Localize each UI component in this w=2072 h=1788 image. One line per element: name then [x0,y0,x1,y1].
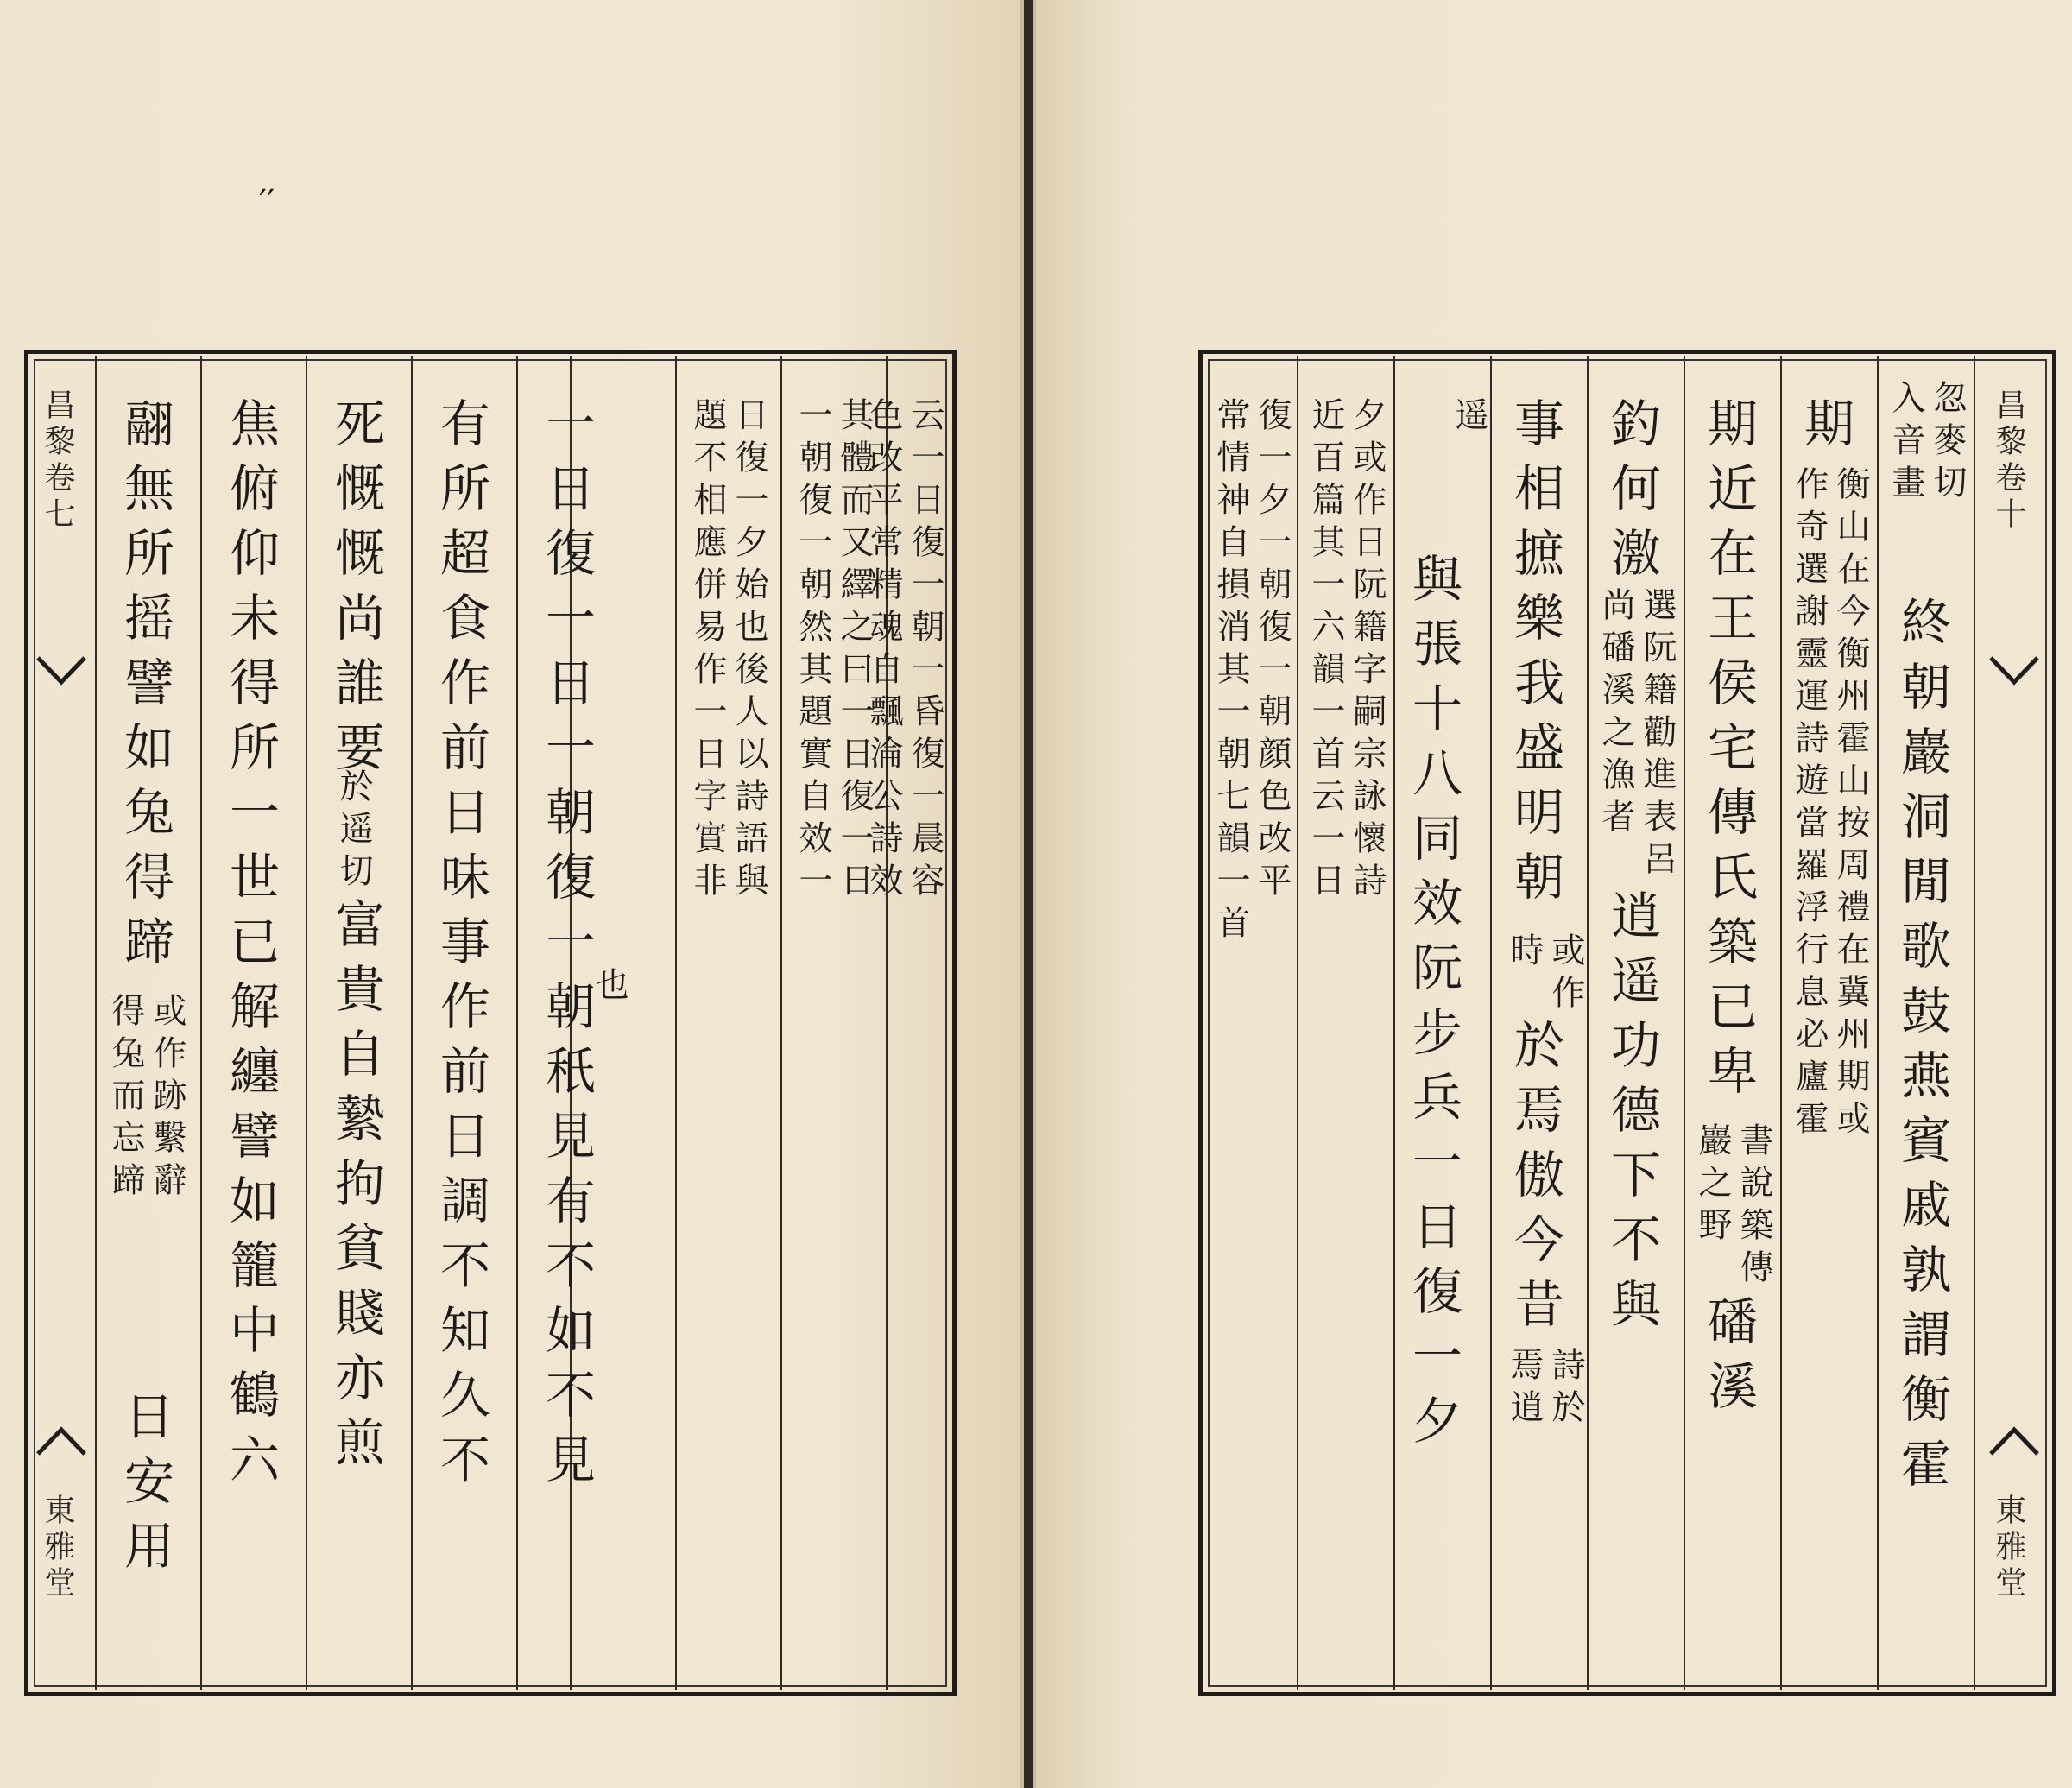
fold-center-title: 昌黎卷十 [1991,389,2026,534]
annotation-left: 一朝復一朝然其題實自效一 [793,397,832,905]
annotation-left: 入音畫 [1886,380,1925,507]
annotation-right: 忽麥切 [1928,380,1967,507]
annotation-right: 復一夕一朝復一朝顔色改平 [1253,397,1292,905]
main-text-bottom: 日安用 [116,1390,174,1584]
main-text-top: 期 [1796,397,1854,462]
left-page [0,0,1024,1788]
main-text-bottom: 磻溪 [1699,1295,1758,1425]
annotation-right: 或作 [1546,932,1585,1017]
column-rule [1684,356,1685,1690]
annotation: 遥 [1450,397,1488,439]
annotation-pair [591,967,627,1009]
column-rule [1587,356,1589,1690]
text-column [1494,363,1583,1684]
annotation-column [679,363,779,1684]
column-rule [1780,356,1782,1690]
annotation-pair [1694,1122,1772,1292]
text-column [1784,363,1873,1684]
annotation-left: 焉逍 [1505,1347,1544,1431]
fish-tail-mark [1989,1425,2039,1456]
annotation-right: 日復一夕始也後人以詩語與 [730,397,768,905]
annotation-right: 云一日復一朝一昏復一晨容 [906,397,944,905]
main-text: 有所超食作前日味事作前日調不知久不 [432,397,490,1498]
annotation-right: 詩於 [1546,1347,1585,1431]
ink-speck: ′′ [259,183,275,223]
annotation-right: 或作跡繫辭 [148,993,186,1204]
column-rule [411,356,413,1690]
annotation-pair [1307,397,1385,905]
main-text: 期近在王侯宅傳氏築已卑 [1699,397,1758,1109]
annotation-pair [1887,380,1965,507]
annotation-right: 也 [590,967,629,1009]
fold-center-title: 昌黎卷七 [40,389,75,534]
text-column [1590,363,1680,1684]
annotation-left: 題不相應併易作一日字實非 [688,397,727,905]
annotation-left: 作奇選謝靈運詩遊當羅浮行息必廬霍 [1790,466,1829,1143]
annotation-left: 得兔而忘蹄 [106,993,145,1204]
poem-title: 與張十八同效阮步兵一日復一夕 [1404,553,1462,1459]
main-text-bottom: 逍遥功德下不與 [1602,889,1661,1343]
annotation-pair [794,397,872,905]
column-rule [306,356,307,1690]
column-rule [1393,356,1395,1690]
annotation-pair [1506,932,1583,1017]
column-rule [1490,356,1492,1690]
column-rule [1974,356,1975,1690]
annotation-pair [1506,1347,1583,1431]
annotation: 於遥切 [334,768,373,895]
annotation-left: 常情神自損消其一朝七韻一首 [1211,397,1250,947]
main-text-top: 翮無所摇譬如兔得蹄 [116,397,174,980]
fold-center-column [1979,371,2048,1684]
main-text: 焦俯仰未得所一世已解纏譬如籠中鶴六 [221,397,280,1498]
annotation-pair [689,397,767,905]
annotation-pair [1791,466,1868,1143]
annotation-column [864,363,953,1684]
fold-center-publisher: 東雅堂 [1991,1494,2026,1602]
text-column [1880,363,1970,1684]
main-text-bottom: 於焉傲今昔 [1506,1019,1564,1343]
main-text: 一日復一日一朝復一朝秖見有不如不見 [537,397,596,1498]
annotation-right: 衡山在今衡州霍山按周禮在冀州期或 [1831,466,1870,1143]
main-text-bottom: 富貴自縶拘貧賤亦煎 [326,898,385,1481]
fold-center-column [31,371,92,1684]
text-column [309,363,409,1684]
fold-center-publisher: 東雅堂 [40,1494,75,1602]
annotation-pair [865,397,943,905]
annotation-pair [1212,397,1290,947]
text-column [98,363,199,1684]
annotation-left: 近百篇其一六韻一首云一日 [1306,397,1345,905]
main-text-top: 釣何激 [1602,397,1661,591]
annotation-right: 夕或作日阮籍字嗣宗詠懷詩 [1348,397,1387,905]
annotation-left: 時 [1505,932,1544,975]
annotation-column [1205,363,1295,1684]
heading-column [1397,363,1487,1684]
main-text-top: 事相摭樂我盛明朝 [1506,397,1564,915]
annotation-right: 其體而又繹之曰一日復一日 [835,397,874,905]
text-column [414,363,515,1684]
annotation-pair [107,993,185,1204]
right-page [1033,0,2072,1788]
fish-tail-mark [36,656,86,687]
column-rule [1297,356,1298,1690]
column-rule [1877,356,1879,1690]
column-rule [95,356,97,1690]
column-rule [200,356,202,1690]
text-column [1687,363,1777,1684]
annotation-column [1300,363,1390,1684]
annotation-pair [1597,587,1675,883]
annotation-left: 尚磻溪之漁者 [1596,587,1635,841]
fish-tail-mark [1989,656,2039,687]
column-rule [780,356,782,1690]
text-column [204,363,304,1684]
column-rule [516,356,518,1690]
annotation-left: 巖之野 [1693,1122,1732,1249]
annotation-column [573,363,673,1684]
annotation-left: 色改平常精魂自飄淪公詩效 [864,397,903,905]
annotation-right: 書說築傳 [1734,1122,1773,1292]
book-gutter [1024,0,1033,1788]
main-text: 終朝巖洞閒歌鼓燕賓戚孰謂衡霍 [1892,596,1951,1502]
main-text-top: 死慨慨尚誰要 [326,397,385,786]
column-rule [675,356,677,1690]
fish-tail-mark [36,1425,86,1456]
annotation-right: 選阮籍勸進表呂 [1638,587,1677,883]
